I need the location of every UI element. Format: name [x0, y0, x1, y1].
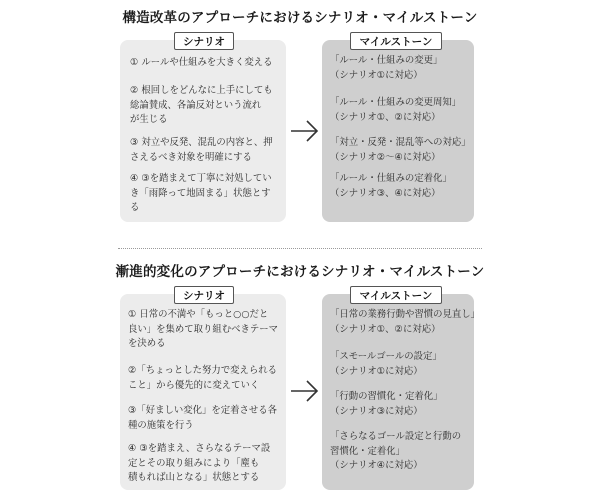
scenario-2-2: ②「ちょっとした努力で変えられる こと」から優先的に変えていく: [128, 365, 278, 391]
scenario-tag-1: シナリオ: [174, 32, 234, 50]
scenario-2-3: ③「好ましい変化」を定着させる各 種の施策を行う: [128, 405, 278, 431]
scenario-1-2: ② 根回しをどんなに上手にしても 総論賛成、各論反対という流れ が生じる: [130, 85, 273, 125]
milestone-tag-2: マイルストーン: [350, 286, 442, 304]
milestone-2-3: 「行動の習慣化・定着化」 （シナリオ③に対応）: [330, 391, 443, 417]
section-divider: [118, 248, 482, 249]
milestone-1-3: 「対立・反発・混乱等への対応」 （シナリオ②〜④に対応）: [330, 137, 471, 163]
milestone-2-2: 「スモールゴールの設定」 （シナリオ①に対応）: [330, 351, 442, 377]
scenario-tag-2: シナリオ: [174, 286, 234, 304]
milestone-2-1: 「日常の業務行動や習慣の見直し」 （シナリオ①、②に対応）: [330, 309, 481, 335]
milestone-1-2: 「ルール・仕組みの変更周知」 （シナリオ①、②に対応）: [330, 97, 462, 123]
scenario-2-4: ④ ③を踏まえ、さらなるテーマ設 定とその取り組みにより「塵も 積もれば山となる」状態とする: [128, 443, 271, 483]
milestone-1-4: 「ルール・仕組みの定着化」 （シナリオ③、④に対応）: [330, 173, 452, 199]
arrow-right-icon: [290, 378, 320, 404]
scenario-1-3: ③ 対立や反発、混乱の内容と、押 さえるべき対象を明確にする: [130, 137, 273, 163]
section-1-title: 構造改革のアプローチにおけるシナリオ・マイルストーン: [122, 10, 478, 26]
scenario-2-1: ① 日常の不満や「もっと○○だと 良い」を集めて取り組むべきテーマ を決める: [128, 309, 279, 349]
milestone-2-4: 「さらなるゴール設定と行動の 習慣化・定着化」 （シナリオ④に対応）: [330, 431, 462, 471]
milestone-1-1: 「ルール・仕組みの変更」 （シナリオ①に対応）: [330, 55, 443, 81]
arrow-right-icon: [290, 118, 320, 144]
milestone-tag-1: マイルストーン: [350, 32, 442, 50]
section-2-title: 漸進的変化のアプローチにおけるシナリオ・マイルストーン: [115, 264, 485, 280]
scenario-1-1: ① ルールや仕組みを大きく変える: [130, 57, 273, 68]
scenario-1-4: ④ ③を踏まえて丁寧に対処してい き「雨降って地固まる」状態とす る: [130, 173, 272, 213]
